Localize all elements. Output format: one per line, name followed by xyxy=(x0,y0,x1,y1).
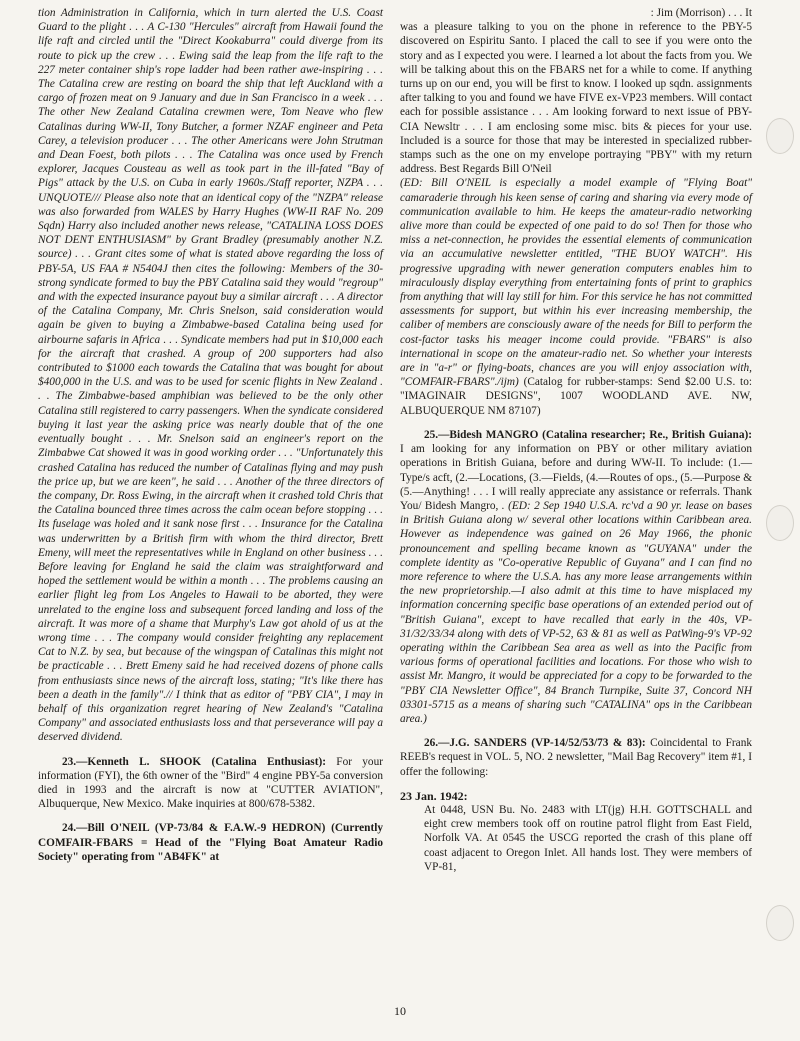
right-column xyxy=(400,6,752,874)
entry-24-letter: was a pleasure talking to you on the phone in reference to the PBY-5 discovered on Espiritu Santo. I placed the call to see if you were onto the story and as I expected you were. I learned a lot about the facts from you. We will be talking about this on the FBARS net for a while to come. If anything turns up on our end, you will be first to know. I looked up sqdn. assignments after talking to you and found we have FIVE ex-VP23 members. Will contact each for possible assistance . . . Am looking forward to next issue of PBY-CIA Newsltr . . . I am enclosing some misc. bits & pieces for your use. Included is a source for those that may be interested in specialized rubber-stamps such as the one on my envelope portraying "PBY" with my return address. Best Regards Bill O'Neil xyxy=(400,21,752,176)
editor-note-oneil xyxy=(400,176,752,417)
entry-24-salutation: : Jim (Morrison) . . . It xyxy=(650,7,752,19)
entry-26-body: Coincidental to Frank REEB's request in VOL. 5, NO. 2 newsletter, "Mail Bag Recovery" item #1, I offer the following: xyxy=(400,737,752,778)
editor-note-oneil-text: (ED: Bill O'NEIL is especially a model example of "Flying Boat" camaraderie through his keen sense of caring and sharing via every mode of communication available to him. He keeps the amateur-radio networking alive more than could be expected of one paid to do so! Then for those who miss a net-connection, he provides the essential elements of communication via an accumulative newsletter entitled, "THE BUOY WATCH". His progressive upgrading with newer generation computers enables him to miraculously display everything from entertaining fonts of print to graphics from anything that will lay still for him. For this service he has not committed assessments for support, but within his ever increasing membership, the caliber of members are consciously aware of the needs for Bill to perform the cost-factor tasks his meager income could provide. "FBARS" is also international in scope on the amateur-radio net. So whether your interests are in "a-r" or flying-boats, chances are you will enjoy association with, "COMFAIR-FBARS"./ijm) xyxy=(400,177,752,389)
entry-24-signoff xyxy=(400,6,752,20)
rubber-stamp-catalog: (Catalog for rubber-stamps: Send $2.00 U.S. to: "IMAGINAIR DESIGNS", 1007 WOODLAND AVE. NW, ALBUQUERQUE NM 87107) xyxy=(400,376,752,417)
date-entry-body: At 0448, USN Bu. No. 2483 with LT(jg) H.H. GOTTSCHALL and eight crew members took off on routine patrol flight from East Field, Norfolk VA. At 0545 the USCG reported the crash of this plane off coast adjacent to Oregon Inlet. All hands lost. They were members of VP-81, xyxy=(424,803,752,873)
left-column xyxy=(38,6,383,864)
date-heading: 23 Jan. 1942: xyxy=(400,788,468,803)
entry-26 xyxy=(400,736,752,779)
page-number: 10 xyxy=(394,1004,406,1018)
punch-hole-bottom xyxy=(766,905,794,941)
entry-25-heading: 25.—Bidesh MANGRO (Catalina researcher; Re., British Guiana): xyxy=(424,428,752,441)
entry-25 xyxy=(400,428,752,726)
news-release-continuation: tion Administration in California, which in turn alerted the U.S. Coast Guard to the plight . . . A C-130 "Hercules" aircraft from Hawaii found the life raft and circled until the "Direct Kookaburra" could diverge from its route to pick up the crew . . . Ewing said the leap from the life raft to the 227 meter container ship's rope ladder had been rather awe-inspiring . . . The Catalina crew are resting on board the ship that left Auckland with a cargo of frozen meat on 9 January and due in San Francisco in a week . . . The other New Zealand Catalina crewmen were, Tom Neave who flew Catalinas during WW-II, Tony Butcher, a former NZAF engineer and Peta Carey, a television producer . . . The other Americans were John Strutman and Dean Foest, both pilots . . . The Catalina was once used by French explorer, Jacques Cousteau as well as took part in the ill-fated "Bay of Pigs" attack by the U.S. on Cuba in early 1960s./Staff reporter, NZPA . . . UNQUOTE/// Please also note that an identical copy of the "NZPA" release was also forwarded from WALES by Harry Hughes (WW-II RAF No. 209 Sqdn) Harry also included another news release, "CATALINA LOSS DOES NOT DENT ENTHUSIASM" by Grant Bradley (presumably another N.Z. source) . . . Grant cites some of what is stated above regarding the loss of PBY-5A, US FAA # N5404J then cites the following: Members of the 30-strong syndicate formed to buy the PBY Catalina said they would "regroup" and with the expected insurance payout buy a similar aircraft . . . A director of the Catalina Company, Mr. Chris Snelson, said consideration would again be given to buying a Zimbabwe-based Catalina being used for airbourne safaris in Africa . . . Syndicate members had put in $10,000 each for the aircraft that crashed. A group of 200 supporters had also contributed to $1000 each towards the Catalina that was bought for about $400,000 in the U.S. and was to be used for scenic flights in New Zealand . . . The Zimbabwe-based amphibian was believed to be the only other Catalina still registered to carry passengers. When the syndicate considered buying it last year the asking price was nearly double that of the one eventually bought . . . Mr. Snelson said an engineer's report on the Zimbabwe Cat showed it was in good working order . . . "Unfortunately this crashed Catalina has reduced the number of Catalinas flying and may push the price up, but we are keen", he said . . . Another of the three directors of the company, Dr. Ross Ewing, in the aircraft when it crashed told Chris that the Catalina bounced three times across the calm ocean before stopping . . . Its fuselage was holed and it sank nose first . . . Insurance for the Catalina was underwritten by a British firm with whom the third director, Brett Emeny, will meet the representatives while in England on other business . . . Before leaving for England he said the claim was straightforward and hoped the settlement would be within a month . . . The problems causing an earlier flight leg from Los Angeles to Hawaii to be aborted, they were unrelated to the engine loss and subsequent forced landing and loss of the aircraft. It was more of a shame that Murphy's Law got ahold of us at the wrong time . . . The company would consider freighting any replacement Cat to N.Z. by sea, but because of the wingspan of Catalinas this might not be practicable . . . Brett Emeny said he had received dozens of phone calls from enthusiasts since news of the aircraft loss, stating; "It's like there has been a death in the family".// I think that as editor of "PBY CIA", I may in behalf of this organization regret hearing of New Zealand's "Catalina Company" and associated enthusiasts loss and that perseverance will pay a deserved dividend. xyxy=(38,7,383,744)
punch-hole-top xyxy=(766,118,794,154)
entry-23-heading: 23.—Kenneth L. SHOOK (Catalina Enthusiast): xyxy=(62,755,326,768)
entry-25-editor-note: Sep 1940 U.S.A. rc'vd a 90 yr. lease on bases in British Guiana along w/ several other locations within Caribbean area. However as independence was gained on 26 May 1966, the phonic pronouncement and spelling became known as "GUYANA" under the complete identity as "Co-operative Republic of Guyana" and I can find no more reference to where the U.S.A. has any more lease arrangements within the new proprietorship.—I also admit at this time to have misplaced my information concerning specific base operations of an extended period out of "British Guiana", except to have recalled that early in the 40s, VP-31/32/33/34 along with dets of VP-52, 63 & 81 as well as PatWing-9's VP-92 operating within the Caribbean Sea area as well as into the Pacific from various forms of operational facilities and locations. For those who wish to assist Mr. Mangro, it would be appreciated for a copy to be forwarded to the "PBY CIA Newsletter Office", 84 Branch Turnpike, Suite 37, Concord NH 03301-5715 as a means of sharing such "CATALINA" ops in the Caribbean area.) xyxy=(400,499,752,725)
entry-23 xyxy=(38,755,383,812)
entry-24-heading: 24.—Bill O'NEIL (VP-73/84 & F.A.W.-9 HEDRON) (Currently COMFAIR-FBARS = Head of the "Flying Boat Amateur Radio Society" operating from "AB4FK" at xyxy=(38,822,383,863)
punch-hole-middle xyxy=(766,505,794,541)
entry-25-body: I am looking for any information on PBY or other military aviation operations in British Guiana, before and during WW-II. To include: (1.—Type/s acft, (2.—Locations, (3.—Fields, (4.—Routes of ops., (5.—Purpose & (5.—Anything! . . . I will really appreciate any assistance or referrals. Thank You/ Bidesh Mangro, xyxy=(400,443,752,512)
entry-23-body: For your information (FYI), the 6th owner of the "Bird" 4 engine PBY-5a conversion died in 1993 and the aircraft is now at "CUTTER AVIATION", Albuquerque, New Mexico. Make inquiries at 800/678-5382. xyxy=(38,755,383,811)
entry-26-heading: 26.—J.G. SANDERS (VP-14/52/53/73 & 83): xyxy=(424,737,646,750)
entry-25-editor-lead: . (ED: 2 xyxy=(501,499,540,512)
